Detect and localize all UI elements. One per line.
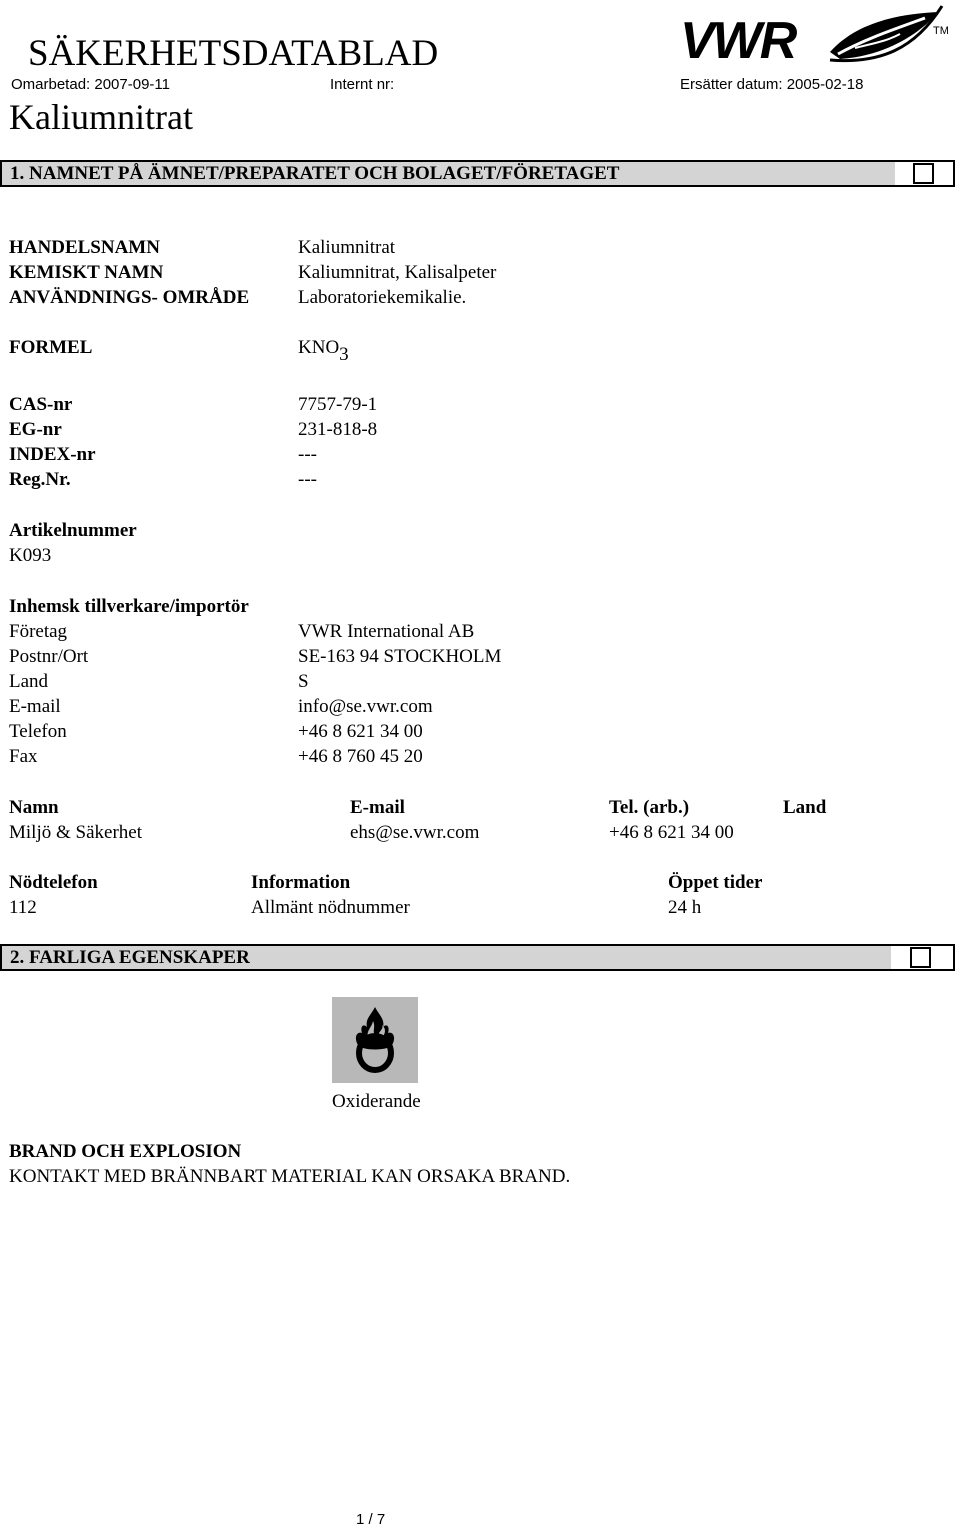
logo-trademark: TM <box>933 25 949 37</box>
internal-number: Internt nr: <box>330 76 395 93</box>
article-value: K093 <box>9 545 52 566</box>
postal-value: SE-163 94 STOCKHOLM <box>298 646 502 667</box>
emergency-header-phone: Nödtelefon <box>9 872 98 893</box>
country-value: S <box>298 671 309 692</box>
section-2-header <box>0 944 955 971</box>
fax-value: +46 8 760 45 20 <box>298 746 423 767</box>
emergency-info: Allmänt nödnummer <box>251 897 410 918</box>
section-1-header <box>0 160 955 187</box>
eg-value: 231-818-8 <box>298 419 378 440</box>
fax-label: Fax <box>9 746 38 767</box>
use-area-label: ANVÄNDNINGS- OMRÅDE <box>9 287 250 308</box>
formula-value: KNO3 <box>298 337 349 365</box>
company-label: Företag <box>9 621 68 642</box>
leaf-icon <box>830 6 942 61</box>
pictogram-label: Oxiderande <box>332 1091 421 1112</box>
index-label: INDEX-nr <box>9 444 96 465</box>
formula-label: FORMEL <box>9 337 93 358</box>
chemical-name-label: KEMISKT NAMN <box>9 262 164 283</box>
article-label: Artikelnummer <box>9 520 137 541</box>
contact-header-name: Namn <box>9 797 59 818</box>
emergency-header-hours: Öppet tider <box>668 872 763 893</box>
use-area-value: Laboratoriekemikalie. <box>298 287 467 308</box>
email-value: info@se.vwr.com <box>298 696 433 717</box>
section-1-checkbox[interactable] <box>913 163 934 184</box>
cas-value: 7757-79-1 <box>298 394 378 415</box>
page-number: 1 / 7 <box>356 1511 386 1528</box>
document-title: SÄKERHETSDATABLAD <box>28 33 439 74</box>
section-2-title: 2. FARLIGA EGENSKAPER <box>10 947 250 968</box>
contact-name: Miljö & Säkerhet <box>9 822 142 843</box>
phone-label: Telefon <box>9 721 67 742</box>
cas-label: CAS-nr <box>9 394 73 415</box>
manufacturer-heading: Inhemsk tillverkare/importör <box>9 596 249 617</box>
index-value: --- <box>298 444 317 465</box>
country-label: Land <box>9 671 49 692</box>
reg-label: Reg.Nr. <box>9 469 71 490</box>
emergency-phone: 112 <box>9 897 37 918</box>
logo-wordmark: VWR <box>680 12 796 68</box>
replaces-date: Ersätter datum: 2005-02-18 <box>680 76 864 93</box>
company-value: VWR International AB <box>298 621 475 642</box>
trade-name-label: HANDELSNAMN <box>9 237 160 258</box>
trade-name-value: Kaliumnitrat <box>298 237 396 258</box>
fire-heading: BRAND OCH EXPLOSION <box>9 1141 242 1162</box>
vwr-logo <box>680 4 950 68</box>
emergency-hours: 24 h <box>668 897 702 918</box>
product-name: Kaliumnitrat <box>9 97 193 137</box>
oxidizing-pictogram <box>332 997 418 1083</box>
contact-email: ehs@se.vwr.com <box>350 822 480 843</box>
email-label: E-mail <box>9 696 61 717</box>
postal-label: Postnr/Ort <box>9 646 89 667</box>
reg-value: --- <box>298 469 317 490</box>
contact-header-phone: Tel. (arb.) <box>609 797 690 818</box>
contact-header-email: E-mail <box>350 797 405 818</box>
contact-header-country: Land <box>783 797 827 818</box>
flame-over-circle-icon <box>332 997 418 1083</box>
eg-label: EG-nr <box>9 419 62 440</box>
revised-date: Omarbetad: 2007-09-11 <box>11 76 170 93</box>
contact-phone: +46 8 621 34 00 <box>609 822 734 843</box>
phone-value: +46 8 621 34 00 <box>298 721 423 742</box>
emergency-header-info: Information <box>251 872 351 893</box>
chemical-name-value: Kaliumnitrat, Kalisalpeter <box>298 262 497 283</box>
section-1-title: 1. NAMNET PÅ ÄMNET/PREPARATET OCH BOLAGET/FÖRETAGET <box>10 163 620 184</box>
section-2-checkbox[interactable] <box>910 947 931 968</box>
fire-text: KONTAKT MED BRÄNNBART MATERIAL KAN ORSAKA BRAND. <box>9 1166 571 1187</box>
